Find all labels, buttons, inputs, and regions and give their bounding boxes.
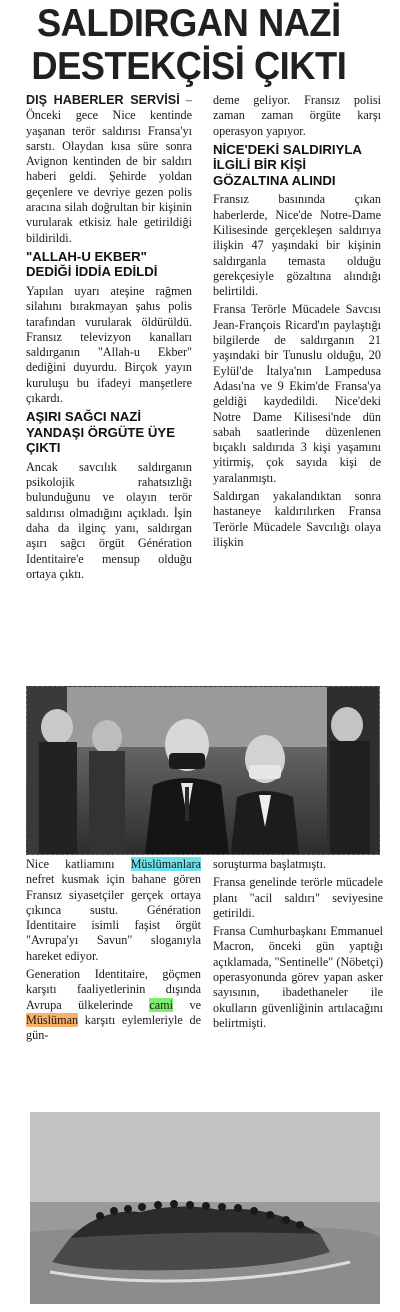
paragraph — [26, 857, 201, 964]
paragraph: Fransız basınında çıkan haberlerde, Nice'de Notre-Dame Kilisesinde gerçekleşen saldırıya ilişkin 47 yaşındaki bir kişinin saldırganla temasta olduğu gerekçesiyle gözaltına alındığı belirtildi. — [213, 192, 381, 299]
headline — [14, 2, 364, 88]
article-column-right-top — [213, 93, 381, 553]
article-column-left-top — [26, 93, 192, 585]
photo-people-illustration — [27, 687, 379, 854]
text-run: Nice katliamını — [26, 857, 131, 871]
lead-text: – Önceki gece Nice kentinde yaşanan terör saldırısı Fransa'yı sarstı. Olaydan kısa süre sonra Avignon kentinden de bir saldırı haberi geldi. Şehirde yoldan geçenlere ve devriye gezen polis aracına silah doğrultan bir kişinin vurularak etkisiz hale getirildiği bildirildi. — [26, 93, 192, 245]
headline-line-2: DESTEKÇİSİ ÇIKTI — [31, 45, 347, 88]
byline: DIŞ HABERLER SERVİSİ — [26, 93, 180, 107]
text-run: ve — [173, 997, 201, 1012]
photo-boat-illustration — [30, 1112, 380, 1304]
subheading-allahu-ekber: "ALLAH-U EKBER" DEDİĞİ İDDİA EDİLDİ — [26, 248, 158, 280]
paragraph: Ancak savcılık saldırganın psikolojik rahatsızlığı bulunduğunu ve olayın terör saldırısı olmadığını açıkladı. İşin daha da ilginç yanı, saldırgan aşırı sağcı örgüt Génération Identitaire'e mensup olduğu ortaya çıktı. — [26, 459, 192, 581]
text-run: Generation Identitaire, göçmen karşıtı faaliyetlerinin dışında Avrupa ülkelerinde — [26, 967, 201, 1012]
text-run: nefret kusmak için bahane gören Fransız siyasetçiler gerçek ortaya çıkınca sustu. Génération Identitaire isimli faşist örgüt "Avrupa'yı Savun" sloganıyla hareket ediyor. — [26, 872, 201, 963]
paragraph — [26, 967, 201, 1043]
highlighted-word-muslim: Müslüman — [26, 1012, 79, 1027]
paragraph: deme geliyor. Fransız polisi zaman zaman örgüte karşı operasyon yapıyor. — [213, 93, 381, 138]
paragraph: soruşturma başlatmıştı. — [213, 857, 327, 871]
highlighted-word-muslims: Müslümanlara — [130, 857, 201, 871]
paragraph: Fransa genelinde terörle mücadele planı "acil saldırı" seviyesine getirildi. — [213, 875, 383, 920]
paragraph: Fransa Terörle Mücadele Savcısı Jean-François Ricard'ın paylaştığı bilgilerde de saldırganın 21 yaşındaki bir Tunuslu olduğu, 20 Eylül'de İtalya'nın Lampedusa Adası'na ve 9 Ekim'de Fransa'ya geldiği kaydedildi. Nice'deki Notre Dame Kilisesi'nde dün sabah saatlerinde düzenlenen bıçaklı saldırıda 3 kişi yaşamını yitirmiş, çok sayıda kişi de yaralanmıştı. — [213, 302, 381, 485]
paragraph: Fransa Cumhurbaşkanı Emmanuel Macron, önceki gün yaptığı açıklamada, "Sentinelle" (Nöbetçi) operasyonunda görev yapan asker sayısının, ibadethaneler ile okulların güvenliğinin artılacağını belirtmişti. — [213, 924, 384, 1030]
headline-line-1: SALDIRGAN NAZİ — [36, 2, 341, 45]
paragraph: Saldırgan yakalandıktan sonra hastaneye kaldırılırken Fransa Terörle Mücadele Savcılığı olaya ilişkin — [213, 489, 381, 549]
subheading-detention: NİCE'DEKİ SALDIRIYLA İLGİLİ BİR KİŞİ GÖZALTINA ALINDI — [213, 141, 362, 188]
text-run: karşıtı eylemleriyle de gün- — [26, 1012, 201, 1043]
article-column-left-bottom — [26, 857, 201, 1047]
highlighted-word-mosque: cami — [149, 997, 174, 1012]
news-photo-migrant-boat — [30, 1112, 380, 1304]
article-column-right-bottom — [213, 857, 383, 1034]
paragraph: Yapılan uyarı ateşine rağmen silahını bırakmayan şahıs polis tarafından vurularak öldürüldü. Fransız televizyon kanalları saldırganın "Allah-u Ekber" dediğini duyurdu. Birçok yayın kuruluşu bu ifadeyi manşetlere çıkardı. — [26, 283, 192, 406]
lead-paragraph — [26, 93, 192, 246]
subheading-far-right: AŞIRI SAĞCI NAZİ YANDAŞI ÖRGÜTE ÜYE ÇIKTI — [26, 409, 175, 456]
news-photo-macron — [26, 686, 380, 855]
